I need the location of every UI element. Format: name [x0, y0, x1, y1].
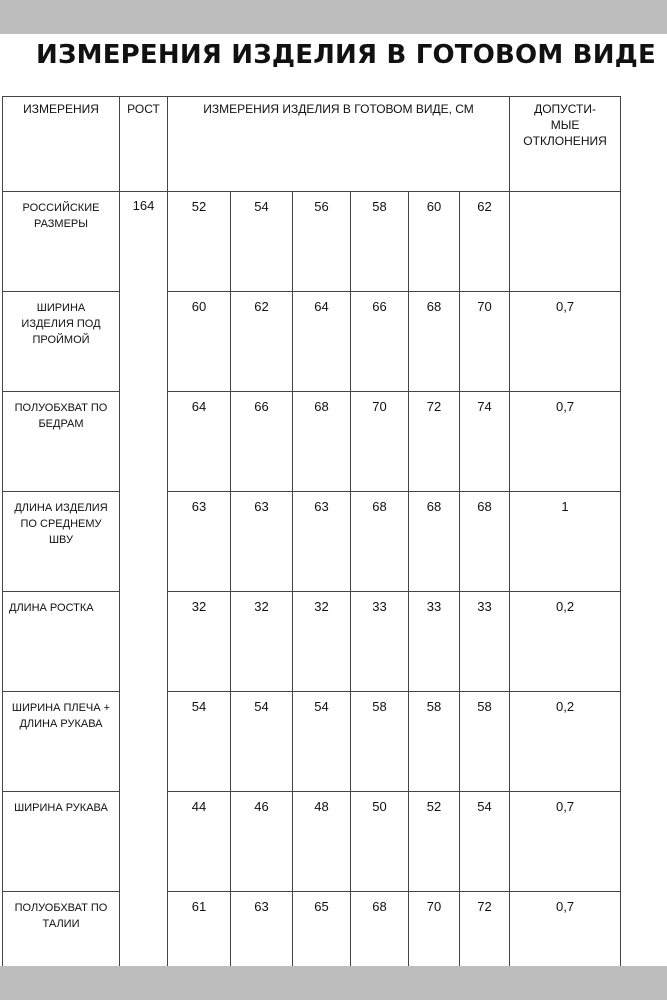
size-value-cell: 32 — [293, 592, 351, 692]
row-label — [3, 692, 120, 792]
header-finished-measurements: ИЗМЕРЕНИЯ ИЗДЕЛИЯ В ГОТОВОМ ВИДЕ, СМ — [168, 97, 510, 192]
tolerance-cell: 0,7 — [510, 392, 621, 492]
row-label-line: ПОЛУОБХВАТ ПО — [14, 402, 108, 414]
size-value-cell: 65 — [293, 892, 351, 992]
size-value-cell: 32 — [231, 592, 293, 692]
size-value-cell: 33 — [409, 592, 460, 692]
size-value-cell: 58 — [351, 692, 409, 792]
row-label-line: ПО СРЕДНЕМУ — [20, 518, 102, 530]
size-value-cell: 74 — [460, 392, 510, 492]
page-title: ИЗМЕРЕНИЯ ИЗДЕЛИЯ В ГОТОВОМ ВИДЕ — [36, 40, 656, 70]
size-value-cell: 52 — [168, 192, 231, 292]
size-value-cell: 70 — [351, 392, 409, 492]
size-value-cell: 68 — [351, 492, 409, 592]
size-value-cell: 48 — [293, 792, 351, 892]
size-value-cell: 62 — [231, 292, 293, 392]
row-label — [3, 592, 120, 692]
row-label — [3, 292, 120, 392]
size-value-cell: 58 — [351, 192, 409, 292]
tolerance-cell: 0,7 — [510, 892, 621, 992]
size-value-cell: 68 — [409, 492, 460, 592]
size-value-cell: 54 — [231, 692, 293, 792]
size-value-cell: 66 — [351, 292, 409, 392]
size-value-cell: 66 — [231, 392, 293, 492]
header-tolerance — [510, 97, 621, 192]
header-tolerance-line: ДОПУСТИ- — [534, 102, 596, 116]
top-band — [0, 0, 667, 34]
row-label — [3, 792, 120, 892]
tolerance-cell: 0,7 — [510, 792, 621, 892]
header-tolerance-line: МЫЕ — [550, 118, 580, 132]
size-value-cell: 70 — [460, 292, 510, 392]
size-value-cell: 63 — [231, 492, 293, 592]
row-label-line: ПРОЙМОЙ — [32, 334, 90, 346]
size-value-cell: 54 — [168, 692, 231, 792]
row-label-line: РАЗМЕРЫ — [33, 218, 89, 230]
tolerance-cell — [510, 192, 621, 292]
table-row — [3, 692, 621, 792]
size-value-cell: 32 — [168, 592, 231, 692]
bottom-band — [0, 966, 667, 1000]
table-row — [3, 192, 621, 292]
tolerance-cell: 0,2 — [510, 592, 621, 692]
size-value-cell: 62 — [460, 192, 510, 292]
size-value-cell: 68 — [293, 392, 351, 492]
row-label-line: ИЗДЕЛИЯ ПОД — [21, 318, 101, 330]
table-row — [3, 792, 621, 892]
size-value-cell: 72 — [460, 892, 510, 992]
row-label-line: ШИРИНА — [36, 302, 86, 314]
height-value: 164 — [120, 192, 168, 992]
size-value-cell: 56 — [293, 192, 351, 292]
size-value-cell: 44 — [168, 792, 231, 892]
size-value-cell: 33 — [460, 592, 510, 692]
size-value-cell: 72 — [409, 392, 460, 492]
size-value-cell: 63 — [293, 492, 351, 592]
size-value-cell: 68 — [351, 892, 409, 992]
size-value-cell: 61 — [168, 892, 231, 992]
size-value-cell: 64 — [293, 292, 351, 392]
table-row — [3, 592, 621, 692]
table-row — [3, 492, 621, 592]
row-label-line: БЕДРАМ — [38, 418, 84, 430]
measurements-table — [2, 96, 621, 992]
header-height: РОСТ — [120, 97, 168, 192]
size-value-cell: 70 — [409, 892, 460, 992]
size-value-cell: 64 — [168, 392, 231, 492]
row-label — [3, 492, 120, 592]
row-label — [3, 192, 120, 292]
table-header-row — [3, 97, 621, 192]
row-label-line: ШВУ — [48, 534, 74, 546]
tolerance-cell: 1 — [510, 492, 621, 592]
size-value-cell: 54 — [231, 192, 293, 292]
row-label — [3, 392, 120, 492]
row-label-line: ДЛИНА РОСТКА — [9, 602, 94, 614]
row-label-line: ДЛИНА ИЗДЕЛИЯ — [14, 502, 108, 514]
row-label-line: ПОЛУОБХВАТ ПО — [14, 902, 108, 914]
size-value-cell: 58 — [409, 692, 460, 792]
size-value-cell: 46 — [231, 792, 293, 892]
size-value-cell: 63 — [231, 892, 293, 992]
row-label-line: РОССИЙСКИЕ — [22, 202, 100, 214]
header-tolerance-line: ОТКЛОНЕНИЯ — [523, 134, 607, 148]
header-measurements: ИЗМЕРЕНИЯ — [3, 97, 120, 192]
size-value-cell: 60 — [409, 192, 460, 292]
size-value-cell: 60 — [168, 292, 231, 392]
size-value-cell: 50 — [351, 792, 409, 892]
size-value-cell: 52 — [409, 792, 460, 892]
tolerance-cell: 0,7 — [510, 292, 621, 392]
size-value-cell: 68 — [460, 492, 510, 592]
table-row — [3, 392, 621, 492]
row-label-line: ШИРИНА РУКАВА — [14, 802, 108, 814]
size-value-cell: 33 — [351, 592, 409, 692]
row-label-line: ДЛИНА РУКАВА — [19, 718, 103, 730]
table-row — [3, 292, 621, 392]
tolerance-cell: 0,2 — [510, 692, 621, 792]
size-value-cell: 68 — [409, 292, 460, 392]
size-value-cell: 63 — [168, 492, 231, 592]
size-value-cell: 54 — [293, 692, 351, 792]
size-value-cell: 54 — [460, 792, 510, 892]
row-label-line: ТАЛИИ — [42, 918, 80, 930]
row-label-line: ШИРИНА ПЛЕЧА + — [11, 702, 111, 714]
size-value-cell: 58 — [460, 692, 510, 792]
